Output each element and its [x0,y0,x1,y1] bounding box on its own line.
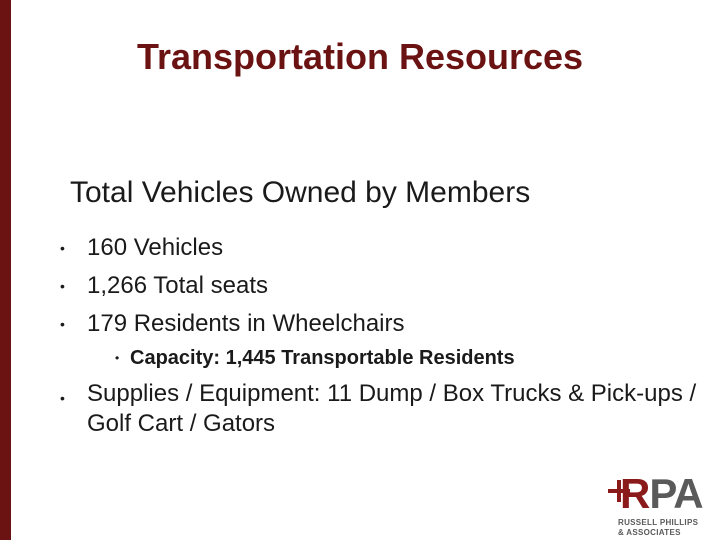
bullet-marker: • [60,316,65,332]
slide-subtitle: Total Vehicles Owned by Members [70,176,531,209]
sub-bullet-text: Capacity: 1,445 Transportable Residents [130,347,515,369]
sub-bullet-marker: • [115,351,120,365]
logo-company-line1: RUSSELL PHILLIPS [618,518,699,527]
bullet-marker: • [60,278,65,294]
bullet-marker: • [60,390,65,406]
rpa-logo [608,470,718,538]
logo-wordmark: RPA [620,470,703,517]
bullet-marker: • [60,240,65,256]
bullet-text: 179 Residents in Wheelchairs [87,310,405,337]
bullet-text: 1,266 Total seats [87,272,269,299]
bullet-text: 160 Vehicles [87,234,224,261]
slide-title: Transportation Resources [136,36,584,77]
bullet-text: Supplies / Equipment: 11 Dump / Box Trucks & Pick-ups / Golf Cart / Gators [87,380,697,437]
left-accent-bar [0,0,11,540]
logo-company-line2: & ASSOCIATES [618,528,681,537]
